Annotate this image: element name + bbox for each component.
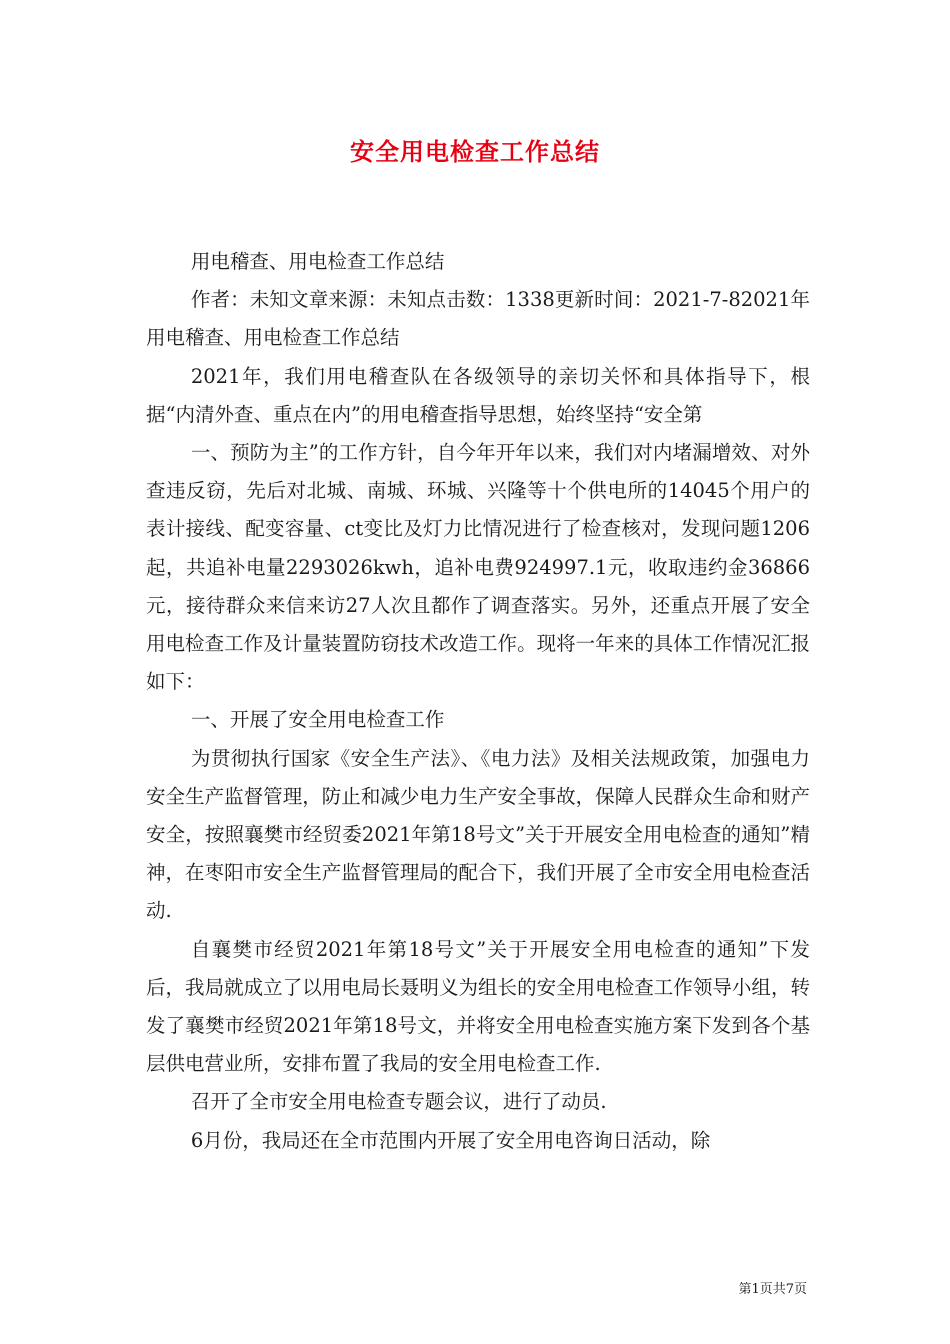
section-heading: 一、开展了安全用电检查工作 [190, 708, 445, 732]
paragraph: 为贯彻执行国家《安全生产法》、《电力法》及相关法规政策，加强电力安全生产监督管理，防止和减少电力生产安全事故，保障人民群众生命和财产安全，按照襄樊市经贸委2021年第18号文”关于开展安全用电检查的通知”精神，在枣阳市安全生产监督管理局的配合下，我们开展了全市安全用电检查活动. [146, 746, 810, 923]
document-title: 安全用电检查工作总结 [350, 138, 600, 166]
paragraph: 一、预防为主”的工作方针，自今年开年以来，我们对内堵漏增效、对外查违反窃，先后对北城、南城、环城、兴隆等十个供电所的14045个用户的表计接线、配变容量、ct变比及灯力比情况进行了检查核对，发现问题1206起，共追补电量2293026kwh，追补电费924997.1元，收取违约金36866元，接待群众来信来访27人次且都作了调查落实。另外，还重点开展了安全用电检查工作及计量装置防窃技术改造工作。现将一年来的具体工作情况汇报如下： [146, 441, 810, 694]
paragraph: 用电稽查、用电检查工作总结 [190, 250, 445, 273]
page-number: 第1页共7页 [738, 1282, 807, 1297]
paragraph: 6月份，我局还在全市范围内开展了安全用电咨询日活动，除 [190, 1128, 711, 1152]
paragraph: 作者：未知文章来源：未知点击数：1338更新时间：2021-7-82021年用电稽查、用电检查工作总结 [146, 288, 810, 350]
paragraph: 召开了全市安全用电检查专题会议，进行了动员. [190, 1090, 607, 1114]
document-body [146, 243, 810, 1160]
paragraph: 自襄樊市经贸2021年第18号文”关于开展安全用电检查的通知”下发后，我局就成立了以用电局长聂明义为组长的安全用电检查工作领导小组，转发了襄樊市经贸2021年第18号文，并将安全用电检查实施方案下发到各个基层供电营业所，安排布置了我局的安全用电检查工作. [146, 937, 810, 1076]
paragraph: 2021年，我们用电稽查队在各级领导的亲切关怀和具体指导下，根据“内清外查、重点在内”的用电稽查指导思想，始终坚持“安全第 [146, 364, 810, 426]
